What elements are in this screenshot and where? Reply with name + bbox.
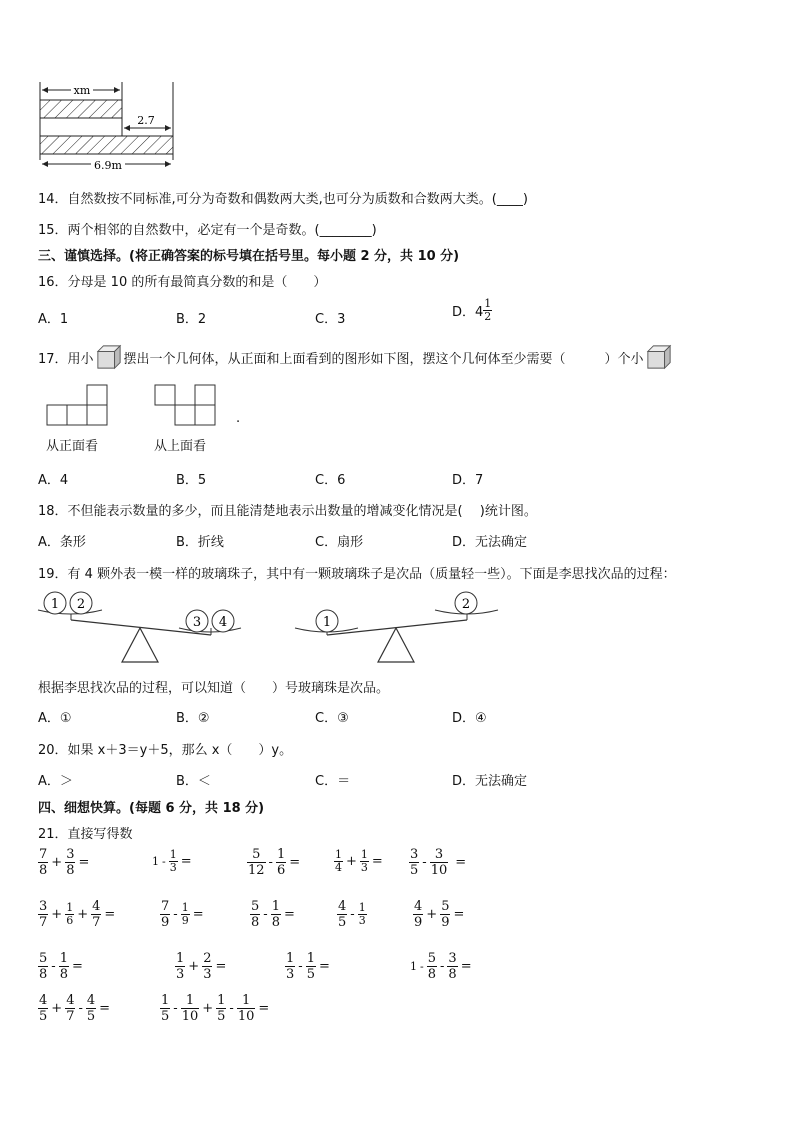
balance-scale-2 (292, 588, 502, 666)
front-view-label: 从正面看 (46, 439, 99, 454)
question-19-stem: 19．有 4 颗外表一模一样的玻璃珠子，其中有一颗玻璃珠子是次品（质量轻一些）。下面是李思找次品的过程： (38, 567, 676, 582)
expression-r2-5: $\frac{4}{9}$ + $\frac{5}{9}$ = (414, 899, 465, 930)
expression-r1-3: $\frac{5}{12}$ - $\frac{1}{6}$ = (248, 847, 301, 878)
expression-r3-2: $\frac{1}{3}$ + $\frac{2}{3}$ = (176, 951, 227, 982)
question-21-stem: 21．直接写得数 (38, 827, 133, 842)
question-16-stem: 16．分母是 10 的所有最简真分数的和是（ ） (38, 275, 327, 290)
q20-option-d[interactable]: D．无法确定 (452, 774, 528, 789)
expression-r4-2: $\frac{1}{5}$ - $\frac{1}{10}$ + $\frac{1}{5}$ - $\frac{1}{10}$ = (161, 993, 270, 1024)
expression-r4-1: $\frac{4}{5}$ + $\frac{4}{7}$ - $\frac{4}{5}$ = (39, 993, 111, 1024)
question-17-stem (38, 344, 672, 370)
expression-r2-4: $\frac{4}{5}$ - $\frac{1}{3}$ (338, 899, 366, 930)
expression-r1-1: $\frac{7}{8}$ + $\frac{3}{8}$ = (39, 847, 90, 878)
q16-option-b[interactable]: B．2 (176, 312, 207, 327)
question-15: 15．两个相邻的自然数中，必定有一个是奇数。(________) (38, 223, 377, 238)
expression-r2-3: $\frac{5}{8}$ - $\frac{1}{8}$ = (251, 899, 295, 930)
question-19-followup: 根据李思找次品的过程，可以知道（ ）号玻璃珠是次品。 (38, 681, 390, 696)
question-14: 14．自然数按不同标准,可分为奇数和偶数两大类,也可分为质数和合数两大类。(____) (38, 192, 528, 207)
small-cube-icon (96, 344, 122, 370)
expression-r3-3: $\frac{1}{3}$ - $\frac{1}{5}$ = (286, 951, 330, 982)
expression-r2-2: $\frac{7}{9}$ - $\frac{1}{9}$ = (161, 899, 204, 930)
q16-option-c[interactable]: C．3 (315, 312, 346, 327)
q19-option-d[interactable]: D．④ (452, 711, 487, 726)
top-view-figure (154, 384, 220, 428)
expression-r1-2: 1 - $\frac{1}{3}$ = (152, 848, 192, 874)
expression-r3-4: 1 - $\frac{5}{8}$ - $\frac{3}{8}$ = (410, 951, 472, 982)
q17-stem-end: 摆出一个几何体，从正面和上面看到的图形如下图，摆这个几何体至少需要（ ）个小 (123, 351, 644, 367)
q16-option-a[interactable]: A．1 (38, 312, 69, 327)
q17-option-b[interactable]: B．5 (176, 473, 207, 488)
q19-option-b[interactable]: B．② (176, 711, 210, 726)
rectangle-strip-diagram (36, 80, 186, 175)
ball-2-left: 2 (76, 597, 86, 612)
section-4-heading: 四、细想快算。(每题 6 分，共 18 分) (38, 801, 265, 816)
q18-option-a[interactable]: A．条形 (38, 535, 86, 550)
q16-option-d[interactable] (452, 298, 492, 323)
expression-r2-1: $\frac{3}{7}$ + $\frac{1}{6}$ + $\frac{4}{7}$ = (39, 899, 116, 930)
q20-option-c[interactable]: C．＝ (315, 774, 351, 789)
small-cube-icon-end (646, 344, 672, 370)
q17-option-a[interactable]: A．4 (38, 473, 69, 488)
q17-stem-start: 17．用小 (38, 351, 94, 367)
ball-2-weigh2: 2 (461, 597, 471, 612)
q18-option-d[interactable]: D．无法确定 (452, 535, 528, 550)
question-18-stem: 18．不但能表示数量的多少，而且能清楚地表示出数量的增减变化情况是( )统计图。 (38, 504, 537, 519)
question-20-stem: 20．如果 x＋3＝y＋5，那么 x（ ）y。 (38, 743, 293, 758)
ball-4-right: 4 (218, 615, 228, 630)
q18-option-b[interactable]: B．折线 (176, 535, 224, 550)
expression-r3-1: $\frac{5}{8}$ - $\frac{1}{8}$ = (39, 951, 83, 982)
q16-option-d-fraction: $\frac{1}{2}$ (484, 297, 492, 323)
q19-option-c[interactable]: C．③ (315, 711, 349, 726)
q18-option-c[interactable]: C．扇形 (315, 535, 364, 550)
expression-r1-5: $\frac{3}{5}$ - $\frac{3}{10}$ = (410, 847, 467, 878)
section-3-heading: 三、谨慎选择。(将正确答案的标号填在括号里。每小题 2 分，共 10 分) (38, 249, 460, 264)
ball-1-left: 1 (50, 597, 60, 612)
top-view-label: 从上面看 (154, 439, 207, 454)
q17-period: . (236, 411, 241, 426)
q16-option-d-prefix: D．4 (452, 305, 484, 320)
diagram-label-2-7: 2.7 (137, 114, 155, 127)
front-view-figure (46, 384, 112, 428)
diagram-label-xm: xm (73, 84, 91, 97)
q20-option-a[interactable]: A．＞ (38, 774, 73, 789)
balance-scale-1 (36, 588, 246, 666)
ball-3-right: 3 (192, 615, 202, 630)
expression-r1-4: $\frac{1}{4}$ + $\frac{1}{3}$ = (335, 848, 383, 874)
q17-option-d[interactable]: D．7 (452, 473, 484, 488)
ball-1-weigh2: 1 (322, 615, 332, 630)
q20-option-b[interactable]: B．＜ (176, 774, 211, 789)
q19-option-a[interactable]: A．① (38, 711, 72, 726)
diagram-label-6-9m: 6.9m (94, 159, 122, 172)
q17-option-c[interactable]: C．6 (315, 473, 346, 488)
